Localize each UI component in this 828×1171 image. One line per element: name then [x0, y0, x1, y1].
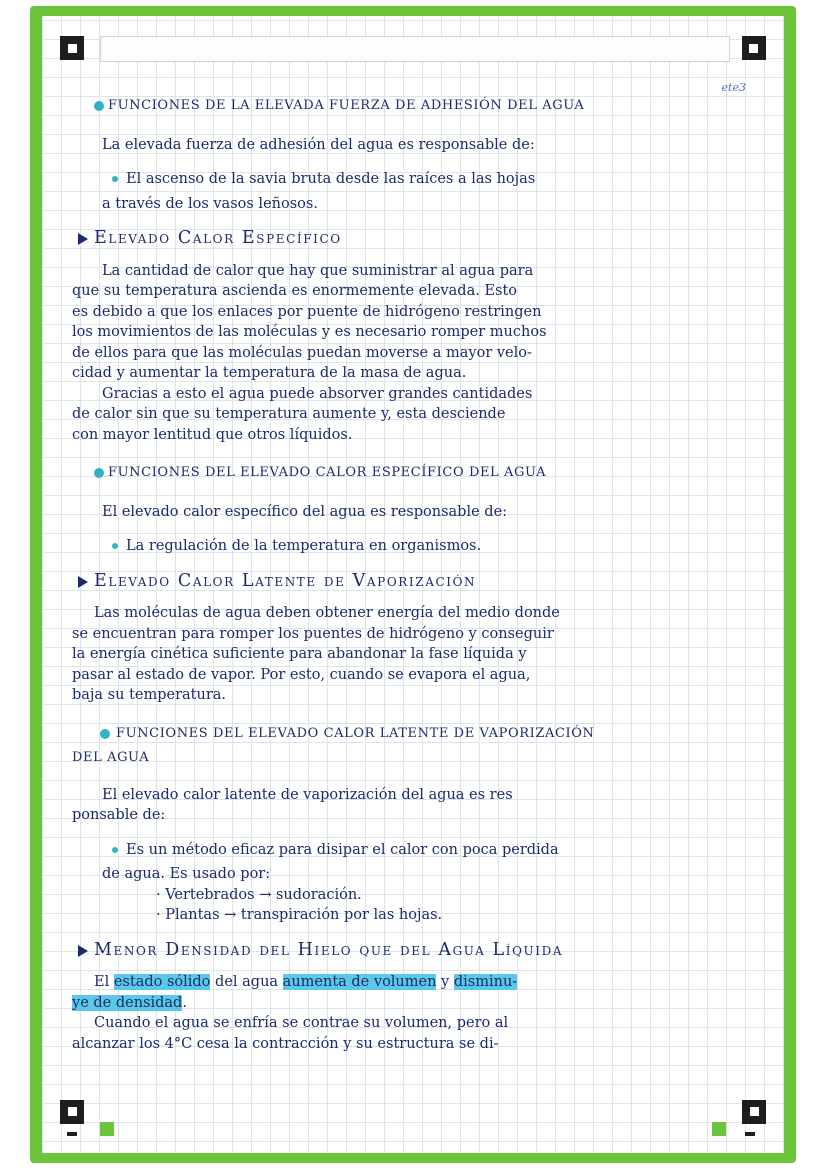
text-line: El estado sólido del agua aumenta de volumen y disminu- [94, 974, 518, 990]
text-line: pasar al estado de vapor. Por esto, cuando se evapora el agua, [72, 666, 531, 683]
green-square-right [712, 1122, 726, 1136]
text-line: con mayor lentitud que otros líquidos. [72, 426, 353, 443]
bullet-line: El ascenso de la savia bruta desde las raíces a las hojas [126, 171, 536, 187]
sub-item-plants: · Plantas → transpiración por las hojas. [156, 907, 443, 923]
subheading-text: FUNCIONES DE LA ELEVADA FUERZA DE ADHESIÓN DEL AGUA [108, 98, 585, 113]
heading-specific-heat [72, 228, 762, 249]
notes-content [72, 78, 762, 1054]
bullet-dot-icon [94, 468, 104, 478]
corner-marker-bottom-left [60, 1100, 84, 1124]
corner-stamp: ete3 [721, 81, 746, 94]
text-line: la energía cinética suficiente para abandonar la fase líquida y [72, 646, 527, 662]
adhesion-bullet-cont: a través de los vasos leñosos. [102, 195, 318, 212]
text-line: baja su temperatura. [72, 687, 227, 703]
text-line: de ellos para que las moléculas puedan moverse a mayor velo- [72, 344, 532, 361]
latent-heat-intro-l2: ponsable de: [72, 807, 166, 823]
latent-heat-bullet-cont: de agua. Es usado por: [102, 866, 271, 882]
bullet-dot-icon [112, 176, 118, 182]
bullet-dot-icon [94, 101, 104, 111]
text-line: La cantidad de calor que hay que suministrar al agua para [102, 262, 534, 279]
subheading-text: FUNCIONES DEL ELEVADO CALOR ESPECÍFICO DEL AGUA [108, 465, 547, 480]
text-line: Las moléculas de agua deben obtener energía del medio donde [94, 605, 560, 621]
text-line: se encuentran para romper los puentes de hidrógeno y conseguir [72, 625, 554, 642]
bullet-dot-icon [112, 543, 118, 549]
highlight-volume: aumenta de volumen [282, 974, 437, 990]
corner-marker-top-left [60, 36, 84, 60]
subheading-specific-heat-functions [72, 463, 762, 484]
latent-heat-bullet [72, 840, 762, 861]
text-line: cidad y aumentar la temperatura de la masa de agua. [72, 365, 467, 381]
bullet-line: Es un método eficaz para disipar el calor con poca perdida [126, 841, 559, 858]
highlight-density: ye de densidad [72, 994, 183, 1011]
heading-ice-density [72, 940, 762, 961]
subheading-adhesion-functions [72, 96, 762, 117]
triangle-bullet-icon [78, 945, 88, 957]
specific-heat-bullet [72, 536, 762, 557]
sub-item-vertebrates: · Vertebrados → sudoración. [156, 886, 362, 903]
heading-text: Menor Densidad del Hielo que del Agua Líquida [94, 939, 564, 960]
marker-dash-right [745, 1132, 755, 1136]
heading-text: Elevado Calor Específico [94, 228, 342, 248]
specific-heat-intro: El elevado calor específico del agua es responsable de: [102, 503, 508, 520]
bullet-line: La regulación de la temperatura en organismos. [126, 538, 482, 554]
subheading-latent-heat-functions [72, 724, 762, 745]
text-line: de calor sin que su temperatura aumente y, esta desciende [72, 406, 506, 422]
corner-marker-top-right [742, 36, 766, 60]
header-box [100, 36, 730, 62]
subheading-text: FUNCIONES DEL ELEVADO CALOR LATENTE DE VAPORIZACIÓN [116, 725, 595, 741]
heading-text: Elevado Calor Latente de Vaporización [94, 570, 477, 591]
text-line: los movimientos de las moléculas y es necesario romper muchos [72, 324, 547, 340]
triangle-bullet-icon [78, 233, 88, 245]
green-square-left [100, 1122, 114, 1136]
text-line: ye de densidad. [72, 994, 187, 1011]
adhesion-bullet [72, 169, 762, 190]
text-line: Gracias a esto el agua puede absorver grandes cantidades [102, 385, 533, 402]
text-line: que su temperatura ascienda es enormemente elevada. Esto [72, 283, 518, 299]
highlight-solid-state: estado sólido [113, 974, 211, 990]
triangle-bullet-icon [78, 576, 88, 588]
corner-marker-bottom-right [742, 1100, 766, 1124]
latent-heat-intro-l1: El elevado calor latente de vaporización del agua es res [102, 786, 513, 803]
bullet-dot-icon [112, 847, 118, 853]
text-line: es debido a que los enlaces por puente de hidrógeno restringen [72, 303, 542, 320]
specific-heat-paragraph [72, 261, 762, 446]
latent-heat-paragraph [72, 603, 762, 706]
bullet-dot-icon [100, 729, 110, 739]
text-line: Cuando el agua se enfría se contrae su volumen, pero al [94, 1015, 509, 1031]
text-line: alcanzar los 4°C cesa la contracción y su estructura se di- [72, 1035, 499, 1052]
adhesion-intro: La elevada fuerza de adhesión del agua es responsable de: [102, 136, 535, 153]
ice-density-paragraph [72, 972, 762, 1054]
heading-latent-heat [72, 571, 762, 592]
marker-dash-left [67, 1132, 77, 1136]
highlight-decrease: disminu- [453, 974, 518, 990]
subheading-latent-heat-cont: DEL AGUA [72, 750, 150, 765]
